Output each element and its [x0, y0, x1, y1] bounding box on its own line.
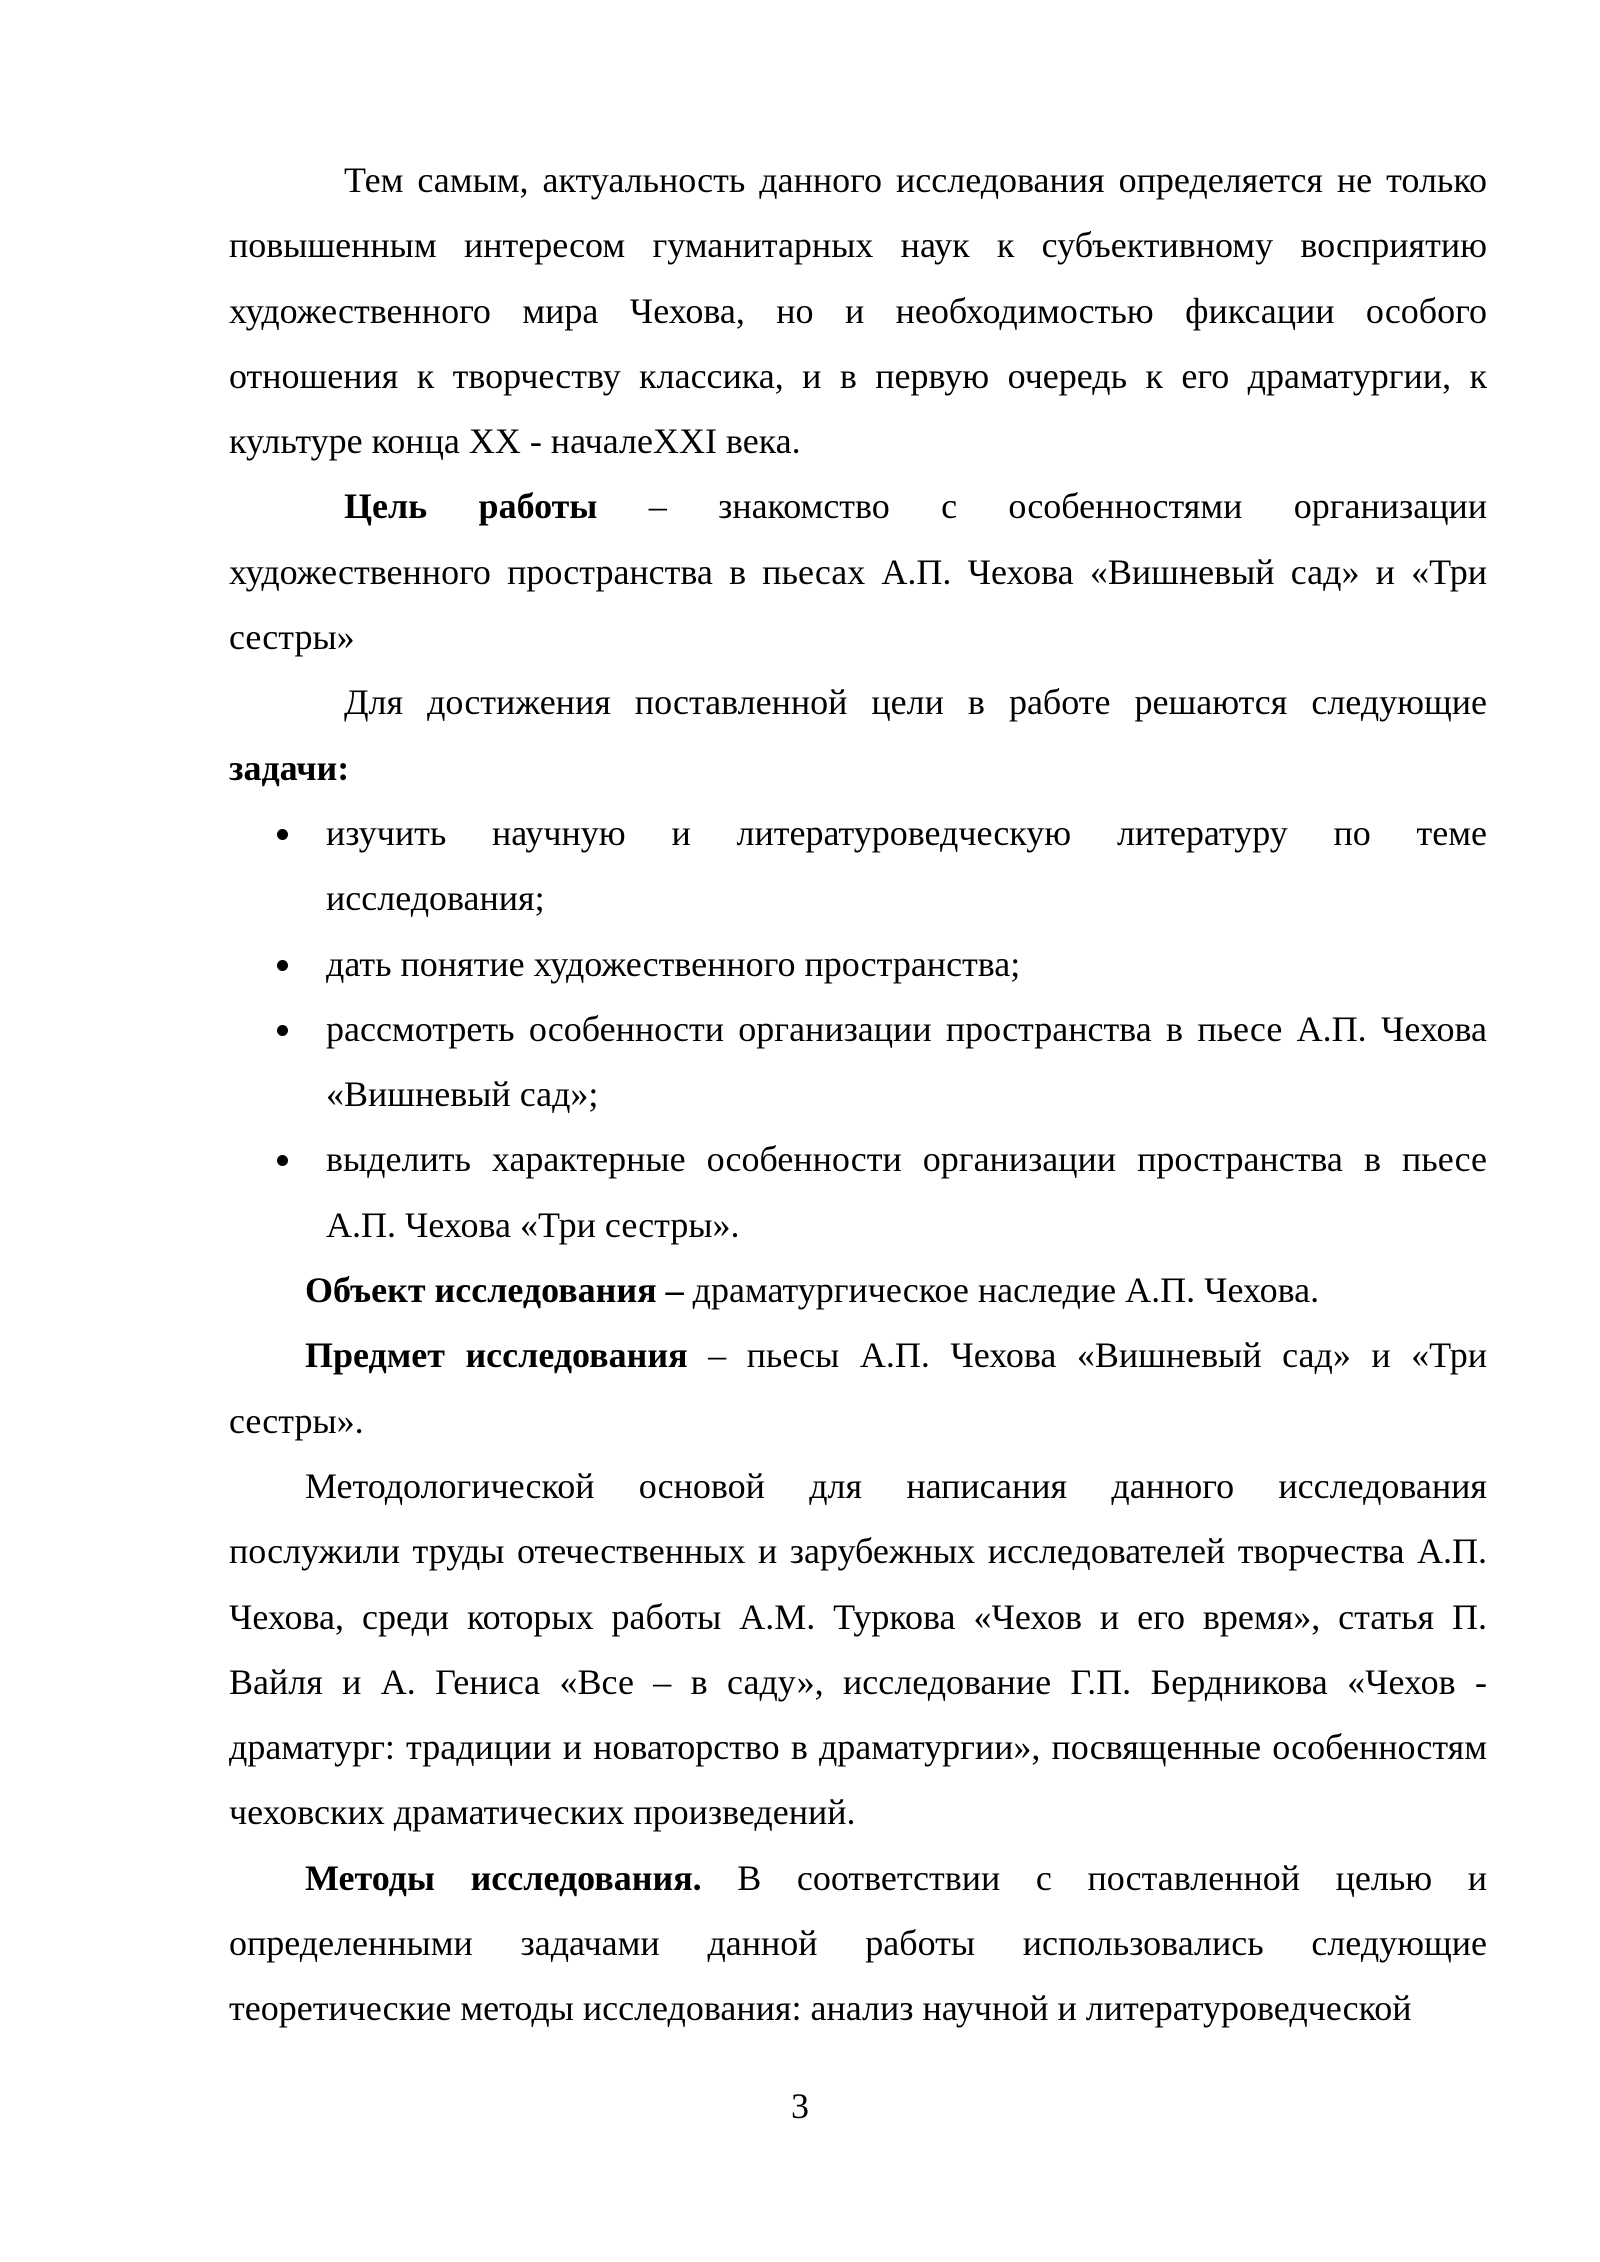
- subject-label: Предмет исследования: [305, 1335, 688, 1376]
- bullet-icon: [277, 1155, 288, 1166]
- methodology-paragraph: Методологической основой для написания данного исследования послужили труды отечественных и зарубежных исследователей творчества А.П. Чехова, среди которых работы А.М. Туркова «Чехов и его время», статья П. Вайля и А. Гениса «Все – в саду», исследование Г.П. Бердникова «Чехов - драматург: традиции и новаторство в драматургии», посвященные особенностям чеховских драматических произведений.: [229, 1465, 1487, 1833]
- tasks-list: [229, 801, 1487, 1258]
- tasks-intro-text: Для достижения поставленной цели в работе решаются следующие: [344, 682, 1487, 723]
- methods-text: В соответствии с поставленной целью и определенными задачами данной работы использовались следующие теоретические методы исследования: анализ научной и литературоведческой: [229, 1857, 1487, 2029]
- subject-text: – пьесы А.П. Чехова «Вишневый сад» и «Три сестры».: [229, 1335, 1487, 1441]
- bullet-icon: [277, 1025, 288, 1036]
- bullet-icon: [277, 960, 288, 971]
- task-text: дать понятие художественного пространства;: [326, 943, 1021, 984]
- tasks-label: задачи:: [229, 747, 350, 788]
- object-paragraph: [229, 1258, 1487, 1323]
- task-text: изучить научную и литературоведческую литературу по теме исследования;: [326, 812, 1487, 919]
- goal-paragraph: [229, 474, 1487, 670]
- methods-label: Методы исследования.: [305, 1857, 702, 1898]
- task-text: выделить характерные особенности организации пространства в пьесе А.П. Чехова «Три сестры».: [326, 1139, 1487, 1245]
- goal-text: – знакомство с особенностями организации художественного пространства в пьесах А.П. Чехова «Вишневый сад» и «Три сестры»: [229, 486, 1488, 658]
- list-item: [229, 1127, 1487, 1258]
- list-item: [229, 997, 1487, 1128]
- bullet-icon: [277, 829, 288, 840]
- list-item: [229, 932, 1487, 997]
- document-body: [229, 148, 1487, 2042]
- page-number: 3: [791, 2086, 809, 2126]
- goal-label: Цель работы: [344, 486, 598, 527]
- relevance-paragraph: Тем самым, актуальность данного исследования определяется не только повышенным интересом гуманитарных наук к субъективному восприятию художественного мира Чехова, но и необходимостью фиксации особого отношения к творчеству классика, и в первую очередь к его драматургии, к культуре конца XX - началеXXI века.: [229, 160, 1487, 462]
- tasks-intro-paragraph: [229, 670, 1487, 801]
- object-label: Объект исследования –: [305, 1270, 684, 1311]
- list-item: [229, 801, 1487, 932]
- task-text: рассмотреть особенности организации пространства в пьесе А.П. Чехова «Вишневый сад»;: [326, 1008, 1487, 1115]
- subject-paragraph: [229, 1323, 1487, 1454]
- methods-paragraph: [229, 1846, 1487, 2042]
- object-text: драматургическое наследие А.П. Чехова.: [683, 1270, 1320, 1311]
